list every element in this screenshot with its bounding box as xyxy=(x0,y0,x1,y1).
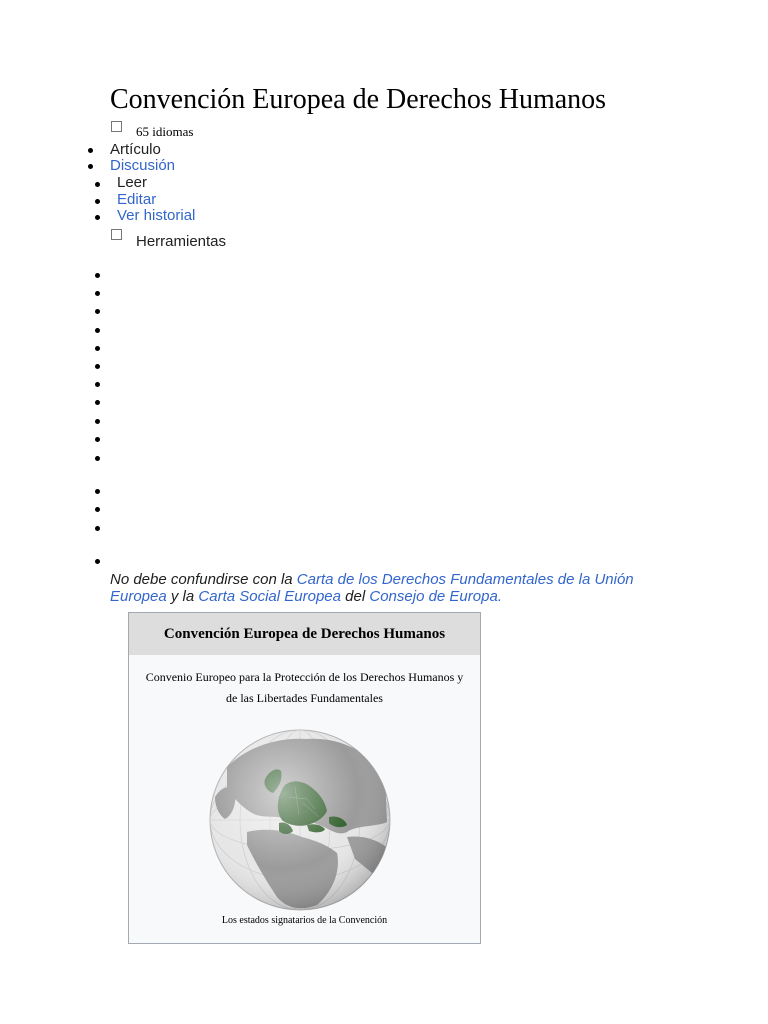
tab-discussion[interactable]: Discusión xyxy=(110,157,176,174)
tools-menu-bullet-icon xyxy=(95,400,100,405)
link-social-charter[interactable]: Carta Social Europea xyxy=(198,588,341,605)
tab-article[interactable]: Artículo xyxy=(110,141,161,158)
bullet-icon xyxy=(88,148,93,153)
language-checkbox-icon[interactable] xyxy=(111,121,122,132)
bullet-icon xyxy=(95,215,100,220)
hatnote-connector: del xyxy=(345,588,366,605)
tools-menu-bullet-icon xyxy=(95,559,100,564)
tools-menu-bullet-icon xyxy=(95,291,100,296)
globe-map-image[interactable] xyxy=(207,727,393,913)
tools-menu-bullet-icon xyxy=(95,346,100,351)
tab-edit[interactable]: Editar xyxy=(117,191,157,208)
hatnote-prefix: No debe confundirse con la xyxy=(110,571,293,588)
tools-menu-bullet-icon xyxy=(95,507,100,512)
hatnote-middle: y la xyxy=(170,588,195,605)
tools-menu-bullet-icon xyxy=(95,489,100,494)
tools-menu-bullet-icon xyxy=(95,328,100,333)
infobox-title: Convención Europea de Derechos Humanos xyxy=(129,613,480,655)
tools-checkbox-icon[interactable] xyxy=(111,229,122,240)
languages-button[interactable]: 65 idiomas xyxy=(136,124,194,139)
infobox-image-caption: Los estados signatarios de la Convención xyxy=(221,915,388,926)
tools-menu-bullet-icon xyxy=(95,382,100,387)
tools-menu-bullet-icon xyxy=(95,456,100,461)
hatnote-suffix: . xyxy=(497,588,502,605)
tab-history[interactable]: Ver historial xyxy=(117,207,196,224)
tools-menu-bullet-icon xyxy=(95,437,100,442)
hatnote xyxy=(110,571,670,605)
bullet-icon xyxy=(95,199,100,204)
bullet-icon xyxy=(95,182,100,187)
tools-menu-bullet-icon xyxy=(95,273,100,278)
tools-menu-bullet-icon xyxy=(95,364,100,369)
link-council-of-europe[interactable]: Consejo de Europa xyxy=(369,588,498,605)
bullet-icon xyxy=(88,164,93,169)
tools-button[interactable]: Herramientas xyxy=(136,233,227,250)
infobox xyxy=(128,612,481,944)
tools-menu-bullet-icon xyxy=(95,526,100,531)
tools-menu-bullet-icon xyxy=(95,309,100,314)
page-title: Convención Europea de Derechos Humanos xyxy=(110,84,607,115)
tab-read[interactable]: Leer xyxy=(117,174,148,191)
link-eu-charter[interactable]: Carta de los Derechos Fundamentales de la Unión Europea xyxy=(110,571,634,605)
infobox-subtitle: Convenio Europeo para la Protección de los Derechos Humanos y de las Libertades Fundamentales xyxy=(145,670,464,705)
tools-menu-bullet-icon xyxy=(95,419,100,424)
